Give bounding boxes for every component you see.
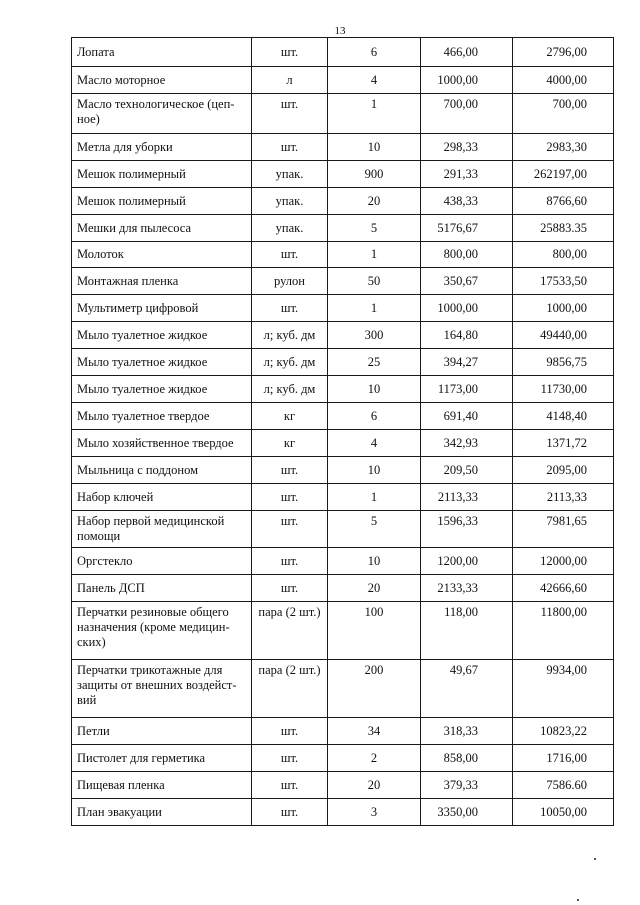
cell-qty: 6 bbox=[328, 403, 421, 430]
cell-unit: л; куб. дм bbox=[252, 349, 328, 376]
cell-unit: шт. bbox=[252, 38, 328, 67]
cell-price: 800,00 bbox=[421, 242, 513, 268]
page-number: 13 bbox=[334, 25, 346, 37]
cell-name: Мыло туалетное жидкое bbox=[72, 322, 252, 349]
cell-unit: шт. bbox=[252, 718, 328, 745]
cell-qty: 1 bbox=[328, 242, 421, 268]
cell-price: 1173,00 bbox=[421, 376, 513, 403]
cell-unit: л; куб. дм bbox=[252, 376, 328, 403]
cell-qty: 300 bbox=[328, 322, 421, 349]
cell-total: 1716,00 bbox=[513, 745, 614, 772]
table-row bbox=[72, 188, 614, 215]
cell-name: Мыло туалетное твердое bbox=[72, 403, 252, 430]
table-row bbox=[72, 745, 614, 772]
cell-unit: шт. bbox=[252, 511, 328, 548]
cell-total: 2113,33 bbox=[513, 484, 614, 511]
cell-name: Перчатки резиновые общего назначения (кроме медицин-ских) bbox=[72, 602, 252, 660]
table-row bbox=[72, 242, 614, 268]
cell-price: 700,00 bbox=[421, 94, 513, 134]
cell-unit: шт. bbox=[252, 484, 328, 511]
cell-name: Оргстекло bbox=[72, 548, 252, 575]
cell-unit: л; куб. дм bbox=[252, 322, 328, 349]
cell-price: 1200,00 bbox=[421, 548, 513, 575]
table-row bbox=[72, 322, 614, 349]
table-row bbox=[72, 718, 614, 745]
cell-total: 800,00 bbox=[513, 242, 614, 268]
cell-price: 118,00 bbox=[421, 602, 513, 660]
table-row bbox=[72, 548, 614, 575]
table-row bbox=[72, 215, 614, 242]
cell-qty: 5 bbox=[328, 511, 421, 548]
cell-total: 700,00 bbox=[513, 94, 614, 134]
cell-qty: 20 bbox=[328, 772, 421, 799]
cell-name: Мешок полимерный bbox=[72, 188, 252, 215]
cell-price: 350,67 bbox=[421, 268, 513, 295]
table-row bbox=[72, 38, 614, 67]
cell-name: Мешок полимерный bbox=[72, 161, 252, 188]
cell-unit: пара (2 шт.) bbox=[252, 602, 328, 660]
cell-qty: 1 bbox=[328, 484, 421, 511]
cell-name: Петли bbox=[72, 718, 252, 745]
cell-qty: 6 bbox=[328, 38, 421, 67]
cell-name: Мешки для пылесоса bbox=[72, 215, 252, 242]
cell-total: 8766,60 bbox=[513, 188, 614, 215]
cell-unit: упак. bbox=[252, 161, 328, 188]
cell-total: 2983,30 bbox=[513, 134, 614, 161]
cell-name: Молоток bbox=[72, 242, 252, 268]
scan-dot bbox=[594, 858, 596, 860]
cell-name: Мыло туалетное жидкое bbox=[72, 349, 252, 376]
table-row bbox=[72, 511, 614, 548]
cell-unit: упак. bbox=[252, 188, 328, 215]
cell-qty: 3 bbox=[328, 799, 421, 826]
cell-price: 379,33 bbox=[421, 772, 513, 799]
table-row bbox=[72, 161, 614, 188]
cell-unit: кг bbox=[252, 403, 328, 430]
cell-price: 49,67 bbox=[421, 660, 513, 718]
cell-qty: 10 bbox=[328, 134, 421, 161]
cell-price: 1000,00 bbox=[421, 295, 513, 322]
table-row bbox=[72, 295, 614, 322]
cell-unit: шт. bbox=[252, 134, 328, 161]
cell-unit: пара (2 шт.) bbox=[252, 660, 328, 718]
cell-name: Пистолет для герметика bbox=[72, 745, 252, 772]
cell-price: 1596,33 bbox=[421, 511, 513, 548]
cell-total: 49440,00 bbox=[513, 322, 614, 349]
cell-total: 262197,00 bbox=[513, 161, 614, 188]
cell-qty: 10 bbox=[328, 376, 421, 403]
cell-name: Набор первой медицинской помощи bbox=[72, 511, 252, 548]
cell-total: 12000,00 bbox=[513, 548, 614, 575]
cell-unit: шт. bbox=[252, 745, 328, 772]
cell-unit: шт. bbox=[252, 548, 328, 575]
cell-unit: шт. bbox=[252, 457, 328, 484]
cell-unit: л bbox=[252, 67, 328, 94]
cell-price: 318,33 bbox=[421, 718, 513, 745]
cell-name: Мыло туалетное жидкое bbox=[72, 376, 252, 403]
cell-qty: 1 bbox=[328, 295, 421, 322]
cell-name: Пищевая пленка bbox=[72, 772, 252, 799]
table-row bbox=[72, 376, 614, 403]
cell-price: 466,00 bbox=[421, 38, 513, 67]
cell-price: 2113,33 bbox=[421, 484, 513, 511]
cell-name: Лопата bbox=[72, 38, 252, 67]
cell-qty: 50 bbox=[328, 268, 421, 295]
cell-price: 291,33 bbox=[421, 161, 513, 188]
cell-price: 2133,33 bbox=[421, 575, 513, 602]
cell-name: Масло моторное bbox=[72, 67, 252, 94]
cell-qty: 20 bbox=[328, 188, 421, 215]
cell-qty: 2 bbox=[328, 745, 421, 772]
cell-total: 42666,60 bbox=[513, 575, 614, 602]
cell-name: Набор ключей bbox=[72, 484, 252, 511]
cell-price: 164,80 bbox=[421, 322, 513, 349]
cell-unit: шт. bbox=[252, 799, 328, 826]
table-row bbox=[72, 67, 614, 94]
cell-total: 1371,72 bbox=[513, 430, 614, 457]
table-row bbox=[72, 799, 614, 826]
cell-name: Метла для уборки bbox=[72, 134, 252, 161]
cell-qty: 10 bbox=[328, 457, 421, 484]
cell-name: Масло технологическое (цеп-ное) bbox=[72, 94, 252, 134]
cell-unit: шт. bbox=[252, 772, 328, 799]
cell-qty: 200 bbox=[328, 660, 421, 718]
cell-qty: 20 bbox=[328, 575, 421, 602]
cell-total: 10823,22 bbox=[513, 718, 614, 745]
cell-qty: 10 bbox=[328, 548, 421, 575]
cell-total: 4000,00 bbox=[513, 67, 614, 94]
cell-price: 209,50 bbox=[421, 457, 513, 484]
cell-qty: 34 bbox=[328, 718, 421, 745]
cell-name: Мультиметр цифровой bbox=[72, 295, 252, 322]
table-row bbox=[72, 457, 614, 484]
cell-unit: шт. bbox=[252, 575, 328, 602]
cell-total: 7586.60 bbox=[513, 772, 614, 799]
cell-qty: 1 bbox=[328, 94, 421, 134]
table-row bbox=[72, 602, 614, 660]
cell-qty: 900 bbox=[328, 161, 421, 188]
cell-total: 1000,00 bbox=[513, 295, 614, 322]
cell-price: 5176,67 bbox=[421, 215, 513, 242]
items-table bbox=[71, 37, 614, 826]
table-row bbox=[72, 430, 614, 457]
cell-qty: 4 bbox=[328, 67, 421, 94]
cell-total: 4148,40 bbox=[513, 403, 614, 430]
cell-total: 10050,00 bbox=[513, 799, 614, 826]
cell-total: 7981,65 bbox=[513, 511, 614, 548]
cell-price: 858,00 bbox=[421, 745, 513, 772]
cell-total: 11800,00 bbox=[513, 602, 614, 660]
cell-price: 342,93 bbox=[421, 430, 513, 457]
cell-total: 9856,75 bbox=[513, 349, 614, 376]
cell-name: Монтажная пленка bbox=[72, 268, 252, 295]
cell-total: 25883.35 bbox=[513, 215, 614, 242]
cell-qty: 5 bbox=[328, 215, 421, 242]
cell-unit: упак. bbox=[252, 215, 328, 242]
cell-unit: шт. bbox=[252, 295, 328, 322]
cell-price: 438,33 bbox=[421, 188, 513, 215]
cell-name: План эвакуации bbox=[72, 799, 252, 826]
table-row bbox=[72, 268, 614, 295]
table-row bbox=[72, 660, 614, 718]
cell-total: 2796,00 bbox=[513, 38, 614, 67]
cell-name: Мыло хозяйственное твердое bbox=[72, 430, 252, 457]
cell-unit: шт. bbox=[252, 94, 328, 134]
table-row bbox=[72, 94, 614, 134]
cell-qty: 4 bbox=[328, 430, 421, 457]
items-table-body bbox=[72, 38, 614, 826]
cell-unit: рулон bbox=[252, 268, 328, 295]
cell-unit: кг bbox=[252, 430, 328, 457]
cell-price: 691,40 bbox=[421, 403, 513, 430]
cell-name: Перчатки трикотажные для защиты от внешних воздейст-вий bbox=[72, 660, 252, 718]
table-row bbox=[72, 575, 614, 602]
cell-total: 9934,00 bbox=[513, 660, 614, 718]
table-row bbox=[72, 403, 614, 430]
cell-total: 17533,50 bbox=[513, 268, 614, 295]
cell-total: 11730,00 bbox=[513, 376, 614, 403]
table-row bbox=[72, 484, 614, 511]
table-row bbox=[72, 772, 614, 799]
cell-unit: шт. bbox=[252, 242, 328, 268]
scan-dot bbox=[577, 899, 579, 901]
table-row bbox=[72, 349, 614, 376]
cell-price: 1000,00 bbox=[421, 67, 513, 94]
cell-total: 2095,00 bbox=[513, 457, 614, 484]
cell-price: 394,27 bbox=[421, 349, 513, 376]
cell-qty: 100 bbox=[328, 602, 421, 660]
cell-name: Мыльница с поддоном bbox=[72, 457, 252, 484]
table-row bbox=[72, 134, 614, 161]
cell-price: 298,33 bbox=[421, 134, 513, 161]
cell-price: 3350,00 bbox=[421, 799, 513, 826]
cell-qty: 25 bbox=[328, 349, 421, 376]
cell-name: Панель ДСП bbox=[72, 575, 252, 602]
